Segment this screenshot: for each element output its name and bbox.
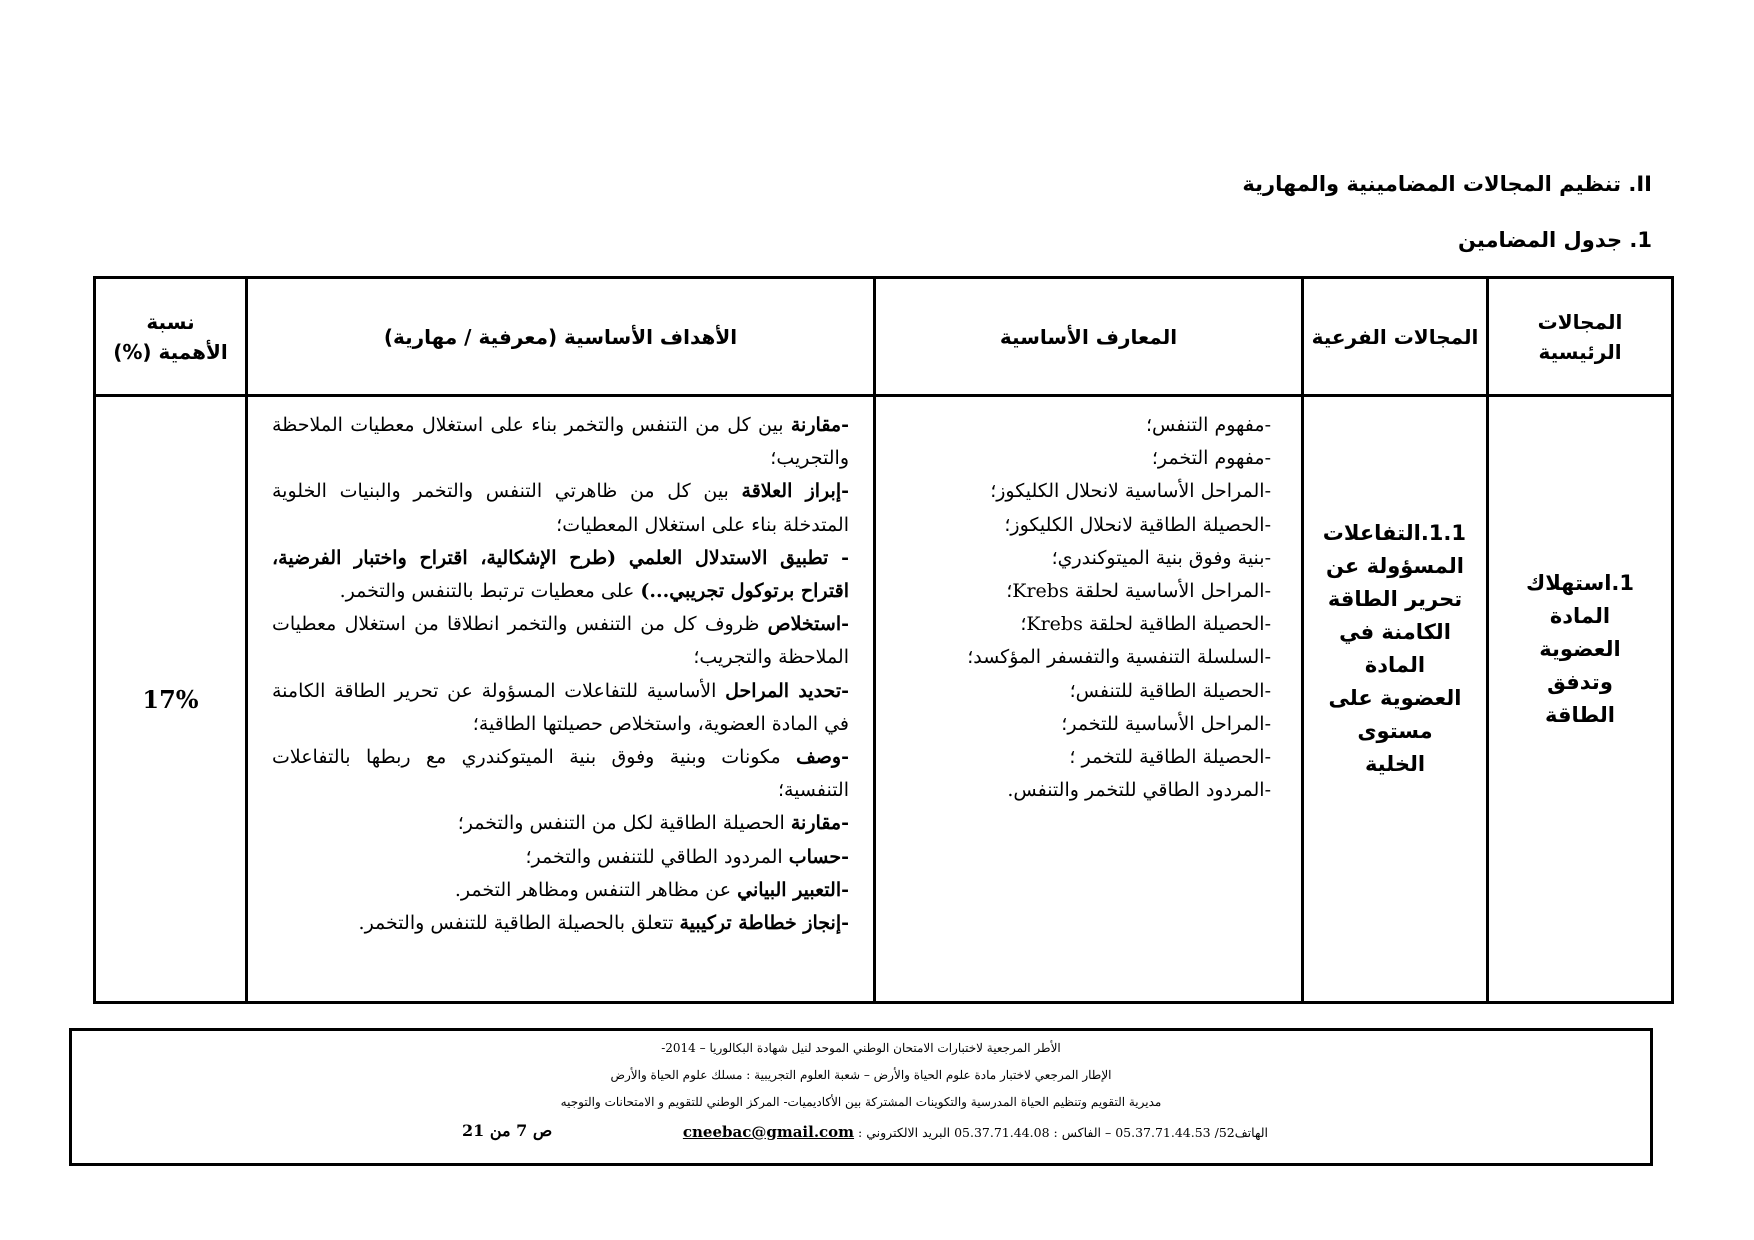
objective-item (272, 874, 849, 907)
objective-text: تتعلق بالحصيلة الطاقية للتنفس والتخمر. (358, 912, 680, 935)
objective-item (272, 907, 849, 940)
knowledge-item: -المردود الطاقي للتخمر والتنفس. (1007, 779, 1271, 802)
weight-cell: 17% (95, 396, 247, 1003)
objective-text: الأساسية للتفاعلات المسؤولة عن تحرير الطاقة الكامنة في المادة العضوية، واستخلاص حصيلتها الطاقية؛ (272, 679, 849, 735)
footer-contact (683, 1123, 1268, 1141)
knowledge-item: -مفهوم التنفس؛ (1146, 414, 1271, 436)
objective-item (272, 608, 849, 674)
section-number: II (1636, 172, 1652, 196)
objective-keyword: -إبراز العلاقة (741, 480, 849, 503)
objective-text: ظروف كل من التنفس والتخمر انطلاقا من استغلال معطيات الملاحظة والتجريب؛ (272, 613, 849, 669)
objective-item (272, 841, 849, 874)
knowledge-item: -السلسلة التنفسية والتفسفر المؤكسد؛ (967, 646, 1271, 669)
footer-email-link[interactable]: cneebac@gmail.com (682, 1123, 855, 1141)
objective-keyword: -إنجاز خطاطة تركيبية (679, 912, 849, 935)
objectives-cell (247, 396, 875, 1003)
footer-line-2: الإطار المرجعي لاختبار مادة علوم الحياة والأرض – شعبة العلوم التجريبية : مسلك علوم الحياة والأرض (610, 1068, 1112, 1082)
objective-item (272, 542, 849, 608)
footer-contact-text: الهاتف52/ 05.37.71.44.53 – الفاكس : 05.37.71.44.08 البريد الالكتروني : (858, 1125, 1268, 1140)
section-heading (1242, 172, 1652, 196)
knowledge-item: -الحصيلة الطاقية لحلقة Krebs؛ (1020, 613, 1271, 636)
header-weight: نسبة الأهمية (%) (95, 278, 247, 396)
knowledge-list (900, 409, 1271, 807)
sub-domain-cell: 1.1.التفاعلات المسؤولة عن تحرير الطاقة الكامنة في المادة العضوية على مستوى الخلية (1303, 396, 1488, 1003)
knowledge-item: -المراحل الأساسية للتخمر؛ (1061, 712, 1271, 735)
objective-text: المردود الطاقي للتنفس والتخمر؛ (525, 845, 789, 868)
main-domain-cell: 1.استهلاك المادة العضوية وتدفق الطاقة (1488, 396, 1673, 1003)
objective-item (272, 475, 849, 541)
knowledge-item: -الحصيلة الطاقية لانحلال الكليكوز؛ (1004, 513, 1271, 536)
header-knowledge: المعارف الأساسية (875, 278, 1303, 396)
page-footer (69, 1028, 1653, 1166)
objective-text: الحصيلة الطاقية لكل من التنفس والتخمر؛ (457, 812, 791, 835)
subsection-number: 1 (1637, 228, 1652, 252)
objective-keyword: -وصف (796, 746, 849, 769)
knowledge-item: -بنية وفوق بنية الميتوكندري؛ (1051, 546, 1271, 569)
objective-text: مكونات وبنية وفوق بنية الميتوكندري مع ربطها بالتفاعلات التنفسية؛ (272, 746, 849, 802)
objective-item (272, 409, 849, 475)
knowledge-item: -الحصيلة الطاقية للتخمر ؛ (1069, 746, 1271, 769)
objective-item (272, 741, 849, 807)
knowledge-item: -الحصيلة الطاقية للتنفس؛ (1069, 679, 1271, 702)
subsection-title: . جدول المضامين (1458, 228, 1638, 252)
knowledge-cell (875, 396, 1303, 1003)
page-number: ص 7 من 21 (462, 1121, 553, 1140)
header-sub-domains: المجالات الفرعية (1303, 278, 1488, 396)
objective-text: عن مظاهر التنفس ومظاهر التخمر. (454, 878, 738, 901)
objective-keyword: -مقارنة (790, 812, 849, 835)
knowledge-item: -المراحل الأساسية لحلقة Krebs؛ (1006, 580, 1271, 603)
section-title: . تنظيم المجالات المضامينية والمهارية (1242, 172, 1637, 196)
table-row (95, 396, 1673, 1003)
objective-text: بين كل من ظاهرتي التنفس والتخمر والبنيات الخلوية المتدخلة بناء على استغلال المعطيات؛ (272, 480, 849, 536)
objective-text: على معطيات ترتبط بالتنفس والتخمر. (339, 580, 641, 603)
knowledge-item: -مفهوم التخمر؛ (1151, 447, 1271, 470)
subsection-heading (1458, 228, 1652, 252)
knowledge-item: -المراحل الأساسية لانحلال الكليكوز؛ (990, 480, 1271, 503)
header-main-domains: المجالات الرئيسية (1488, 278, 1673, 396)
objective-keyword: -حساب (788, 845, 849, 868)
table-header-row (95, 278, 1673, 396)
footer-line-3: مديرية التقويم وتنظيم الحياة المدرسية والتكوينات المشتركة بين الأكاديميات- المركز الوطني للتقويم و الامتحانات والتوجيه (560, 1095, 1162, 1109)
header-objectives: الأهداف الأساسية (معرفية / مهارية) (247, 278, 875, 396)
objective-text: بين كل من التنفس والتخمر بناء على استغلال معطيات الملاحظة والتجريب؛ (272, 414, 849, 470)
contents-table (93, 276, 1674, 1004)
objectives-list (272, 409, 849, 940)
footer-line-1: الأطر المرجعية لاختبارات الامتحان الوطني الموحد لنيل شهادة البكالوريا – 2014- (661, 1041, 1061, 1055)
objective-item (272, 675, 849, 741)
objective-item (272, 807, 849, 840)
objective-keyword: -استخلاص (767, 613, 849, 636)
objective-keyword: -التعبير البياني (737, 878, 849, 901)
objective-keyword: - تطبيق الاستدلال العلمي (طرح الإشكالية، اقتراح واختبار الفرضية، اقتراح برتوكول تجريبي...) (272, 546, 849, 603)
objective-keyword: -تحديد المراحل (725, 679, 849, 702)
objective-keyword: -مقارنة (790, 414, 849, 436)
